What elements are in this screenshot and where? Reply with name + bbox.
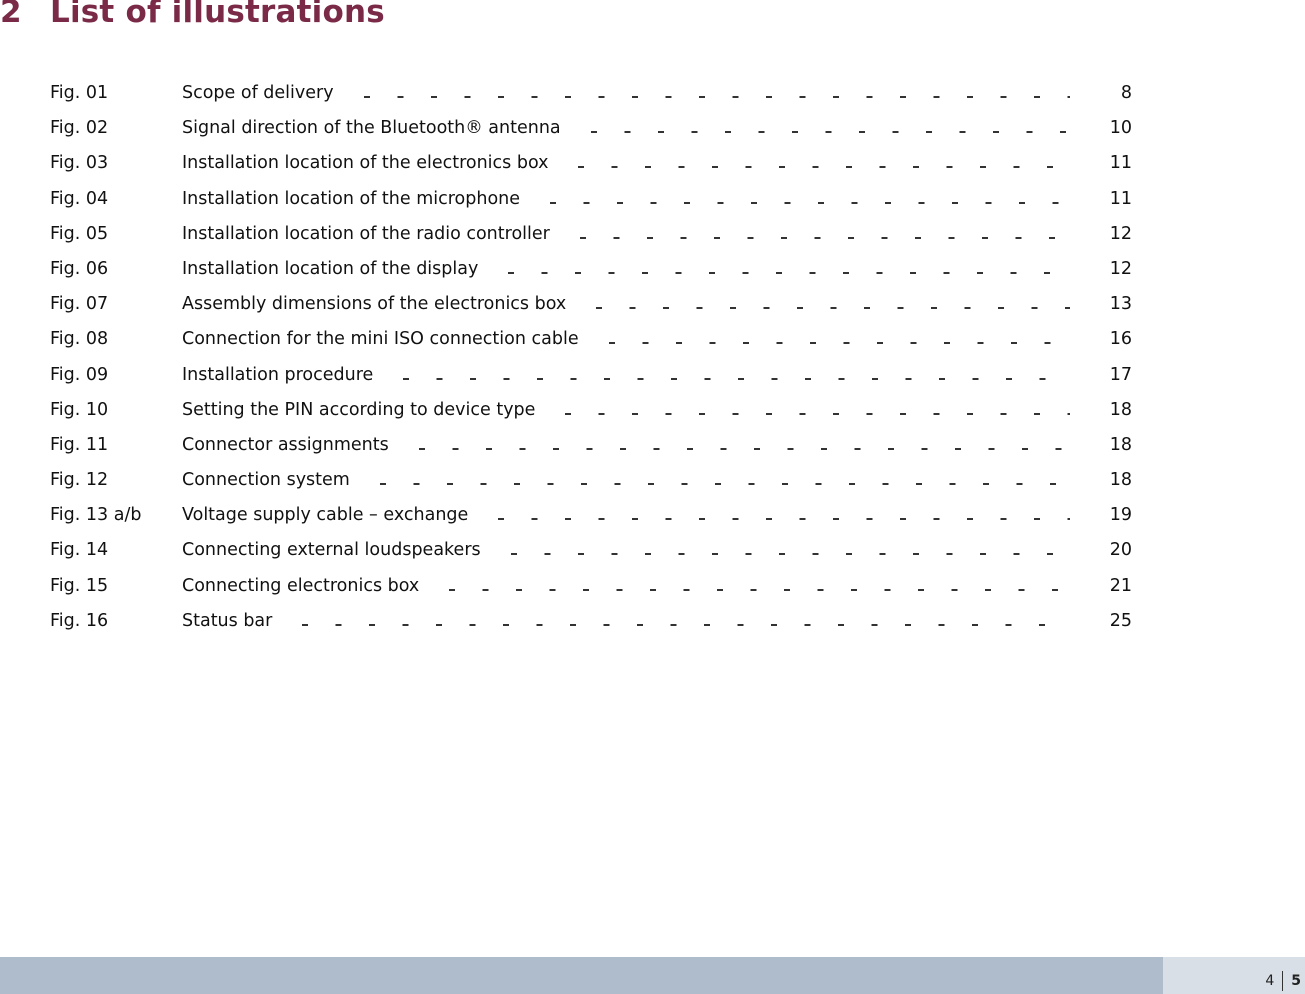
- figure-number: Fig. 04: [50, 188, 109, 209]
- page-reference: 18: [1109, 399, 1132, 420]
- figure-title: Installation location of the microphone: [182, 188, 521, 209]
- entry-line: [182, 329, 1132, 349]
- entry-line: [182, 400, 1132, 420]
- figure-title: Connecting electronics box: [182, 575, 420, 596]
- dot-leader: [596, 307, 1069, 309]
- page-reference: 12: [1109, 258, 1132, 279]
- entry-line: [182, 576, 1132, 596]
- dot-leader: [498, 518, 1069, 520]
- page-reference: 21: [1109, 575, 1132, 596]
- page-reference: 18: [1109, 434, 1132, 455]
- toc-entry[interactable]: [50, 571, 1132, 606]
- left-page-number: 4: [1265, 973, 1275, 989]
- figure-title: Scope of delivery: [182, 83, 334, 103]
- dot-leader: [380, 483, 1070, 485]
- page-reference: 8: [1120, 83, 1132, 103]
- toc-entry[interactable]: [50, 395, 1132, 430]
- page-reference: 20: [1109, 540, 1132, 561]
- toc-entry[interactable]: [50, 219, 1132, 254]
- dot-leader: [565, 413, 1069, 415]
- dot-leader: [550, 202, 1070, 204]
- figure-number: Fig. 15: [50, 575, 109, 596]
- figure-title: Setting the PIN according to device type: [182, 399, 536, 420]
- entry-line: [182, 505, 1132, 525]
- toc-entry[interactable]: [50, 289, 1132, 324]
- figure-number: Fig. 01: [50, 83, 109, 103]
- dot-leader: [419, 448, 1070, 450]
- dot-leader: [609, 342, 1070, 344]
- toc-entry[interactable]: [50, 78, 1132, 113]
- page-divider: [1282, 971, 1283, 991]
- dot-leader: [591, 131, 1070, 133]
- page-reference: 25: [1109, 610, 1132, 631]
- figure-title: Installation procedure: [182, 364, 374, 385]
- figure-number: Fig. 12: [50, 470, 109, 491]
- figure-number: Fig. 08: [50, 329, 109, 350]
- page-reference: 18: [1109, 470, 1132, 491]
- section-number: 2: [0, 0, 22, 30]
- entry-line: [182, 83, 1132, 103]
- page-reference: 19: [1109, 505, 1132, 526]
- figure-title: Connector assignments: [182, 434, 389, 455]
- toc-entry[interactable]: [50, 535, 1132, 570]
- figure-number: Fig. 13 a/b: [50, 505, 142, 526]
- toc-entry[interactable]: [50, 500, 1132, 535]
- figure-number: Fig. 14: [50, 540, 109, 561]
- toc-entry[interactable]: [50, 113, 1132, 148]
- dot-leader: [578, 166, 1069, 168]
- figure-title: Voltage supply cable – exchange: [182, 505, 469, 526]
- dot-leader: [302, 624, 1069, 626]
- figure-number: Fig. 11: [50, 434, 109, 455]
- footer-page-box: [1163, 957, 1305, 994]
- illustrations-list: [50, 78, 1132, 641]
- figure-title: Connection system: [182, 470, 350, 491]
- page-reference: 13: [1109, 294, 1132, 315]
- entry-line: [182, 540, 1132, 560]
- page-reference: 12: [1109, 223, 1132, 244]
- figure-title: Connection for the mini ISO connection cable: [182, 329, 579, 350]
- entry-line: [182, 435, 1132, 455]
- figure-title: Status bar: [182, 610, 273, 631]
- figure-number: Fig. 02: [50, 118, 109, 139]
- page-reference: 11: [1109, 188, 1132, 209]
- toc-entry[interactable]: [50, 184, 1132, 219]
- figure-title: Installation location of the electronics box: [182, 153, 549, 174]
- page-numbers: [1265, 971, 1301, 991]
- page-reference: 11: [1109, 153, 1132, 174]
- figure-number: Fig. 09: [50, 364, 109, 385]
- figure-number: Fig. 16: [50, 610, 109, 631]
- entry-line: [182, 153, 1132, 173]
- figure-number: Fig. 05: [50, 223, 109, 244]
- page-reference: 16: [1109, 329, 1132, 350]
- page-reference: 10: [1109, 118, 1132, 139]
- figure-title: Assembly dimensions of the electronics box: [182, 294, 567, 315]
- figure-number: Fig. 03: [50, 153, 109, 174]
- dot-leader: [580, 237, 1070, 239]
- entry-line: [182, 294, 1132, 314]
- toc-entry[interactable]: [50, 606, 1132, 641]
- dot-leader: [403, 378, 1069, 380]
- toc-entry[interactable]: [50, 465, 1132, 500]
- entry-line: [182, 470, 1132, 490]
- figure-number: Fig. 06: [50, 258, 109, 279]
- entry-line: [182, 224, 1132, 244]
- toc-entry[interactable]: [50, 360, 1132, 395]
- figure-title: Installation location of the radio controller: [182, 223, 550, 244]
- figure-number: Fig. 10: [50, 399, 109, 420]
- right-page-number: 5: [1291, 973, 1301, 989]
- toc-entry[interactable]: [50, 148, 1132, 183]
- figure-number: Fig. 07: [50, 294, 109, 315]
- figure-title: Installation location of the display: [182, 258, 479, 279]
- toc-entry[interactable]: [50, 324, 1132, 359]
- dot-leader: [508, 272, 1069, 274]
- entry-line: [182, 189, 1132, 209]
- entry-line: [182, 118, 1132, 138]
- section-title: List of illustrations: [50, 0, 385, 30]
- figure-title: Signal direction of the Bluetooth® antenna: [182, 118, 561, 139]
- dot-leader: [449, 589, 1069, 591]
- page-reference: 17: [1109, 364, 1132, 385]
- dot-leader: [511, 553, 1070, 555]
- entry-line: [182, 365, 1132, 385]
- toc-entry[interactable]: [50, 254, 1132, 289]
- toc-entry[interactable]: [50, 430, 1132, 465]
- entry-line: [182, 259, 1132, 279]
- footer-bar: [0, 957, 1163, 994]
- entry-line: [182, 611, 1132, 631]
- dot-leader: [364, 96, 1070, 98]
- figure-title: Connecting external loudspeakers: [182, 540, 481, 561]
